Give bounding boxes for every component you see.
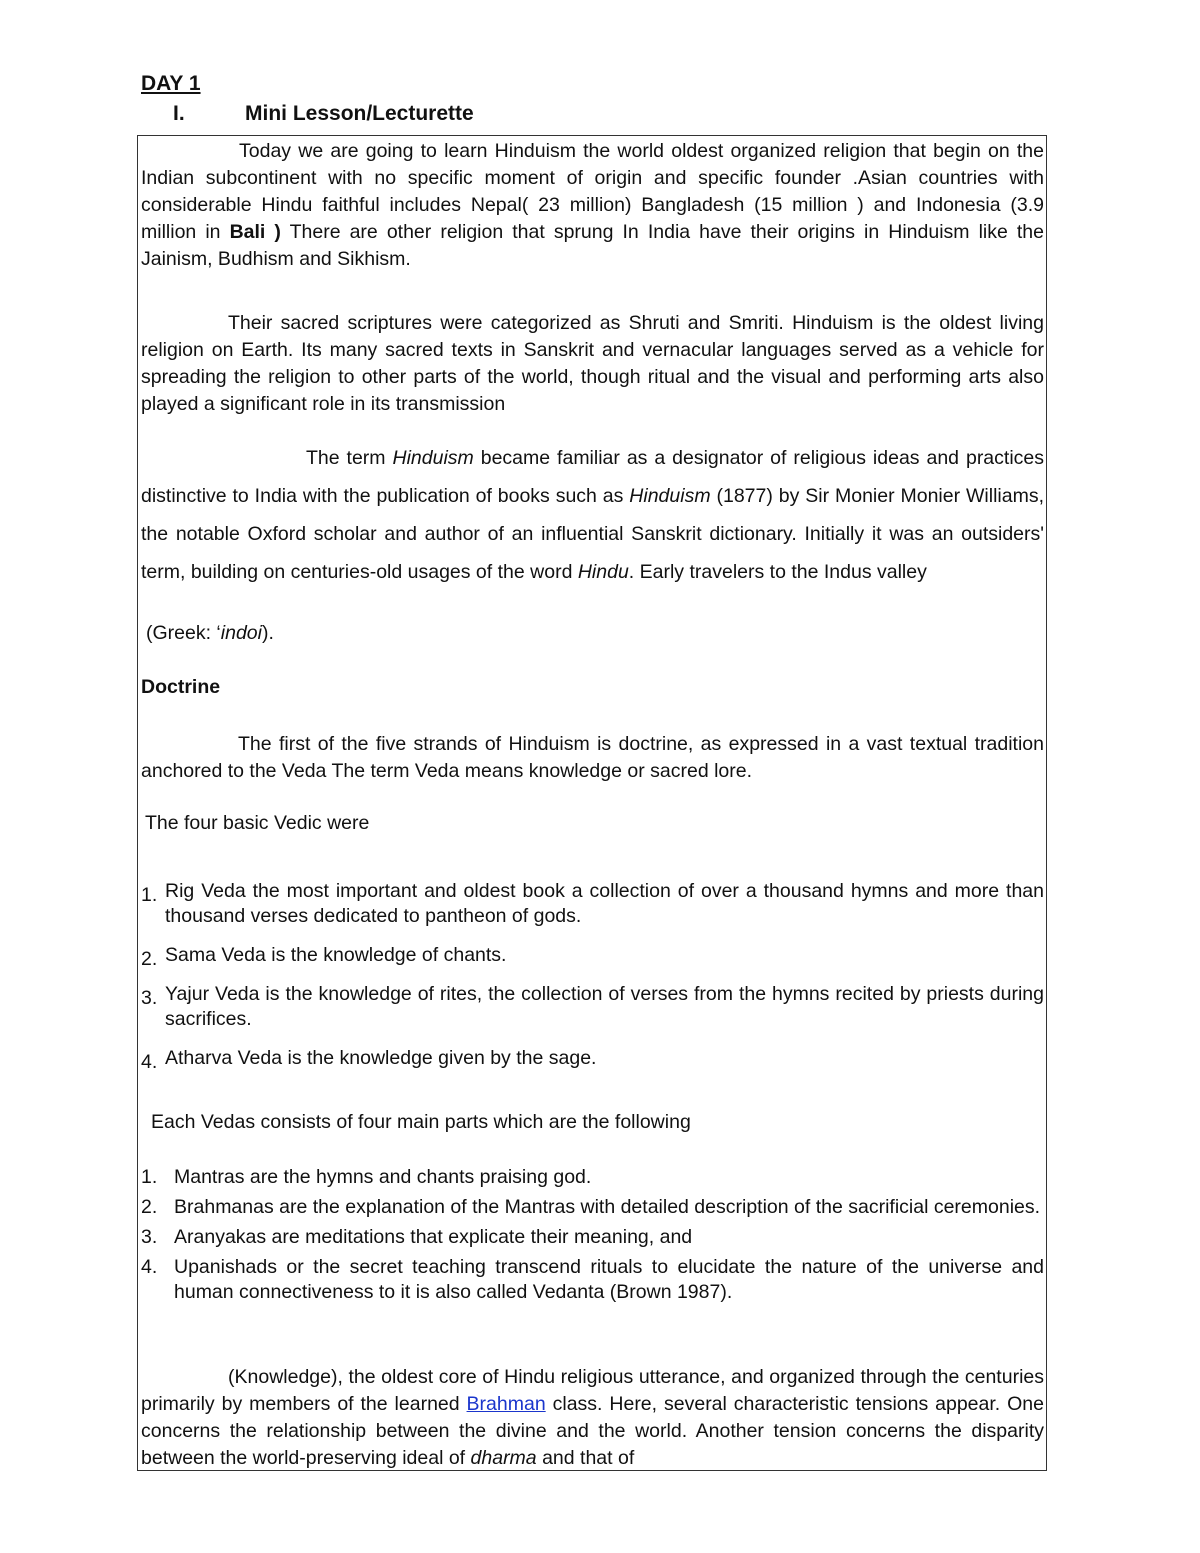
list-item-number: 3. xyxy=(141,1226,158,1248)
vedic-intro: The four basic Vedic were xyxy=(145,812,370,834)
greek-note xyxy=(146,620,274,647)
section-title: Mini Lesson/Lecturette xyxy=(245,102,474,125)
intro-paragraph xyxy=(141,138,1044,273)
list-item xyxy=(141,1165,1044,1190)
term-text-a: The term xyxy=(306,447,386,469)
list-item-text: Atharva Veda is the knowledge given by the sage. xyxy=(165,1047,597,1069)
hinduism-term-paragraph xyxy=(141,439,1044,591)
list-item xyxy=(141,1225,1044,1250)
list-item-number: 2. xyxy=(141,1196,158,1218)
list-item-text: Aranyakas are meditations that explicate their meaning, and xyxy=(174,1226,693,1248)
term-text-d: . Early travelers to the Indus valley xyxy=(628,561,927,583)
intro-bold-text: Bali ) xyxy=(229,221,281,243)
parts-intro: Each Vedas consists of four main parts which are the following xyxy=(151,1111,691,1133)
list-item xyxy=(141,1195,1044,1220)
list-item xyxy=(141,1255,1044,1305)
list-item-text: Upanishads or the secret teaching transcend rituals to elucidate the nature of the universe and human connectiveness to it is also called Vedanta (Brown 1987). xyxy=(174,1256,1044,1303)
doctrine-text: The first of the five strands of Hinduism is doctrine, as expressed in a vast textual tradition anchored to the Veda The term Veda means knowledge or sacred lore. xyxy=(141,733,1044,782)
section-number: I. xyxy=(173,102,185,125)
lesson-box xyxy=(137,135,1047,1471)
doctrine-heading: Doctrine xyxy=(141,676,221,698)
term-text-b: became familiar as a designator of religious ideas and practices distinctive to India with the publication of books such as xyxy=(141,447,1044,507)
scriptures-paragraph xyxy=(141,310,1044,418)
list-item xyxy=(141,943,1044,968)
knowledge-italic: dharma xyxy=(470,1447,537,1469)
greek-text: (Greek: ‘ xyxy=(146,622,221,644)
list-item-number: 4. xyxy=(141,1256,158,1278)
knowledge-text-b: class. Here, several characteristic tensions appear. One concerns the relationship between the divine and the world. Another tension concerns the disparity between the world-preserving ideal of xyxy=(141,1393,1044,1469)
day-title: DAY 1 xyxy=(141,72,201,95)
term-italic-2: Hinduism xyxy=(629,485,711,507)
list-item-number: 2. xyxy=(141,948,158,970)
list-item-number: 1. xyxy=(141,884,158,906)
knowledge-text-c: and that of xyxy=(542,1447,635,1469)
section-heading xyxy=(173,100,474,128)
brahman-link[interactable]: Brahman xyxy=(466,1393,546,1415)
intro-text-end: There are other religion that sprung In India have their origins in Hinduism like the Jainism, Budhism and Sikhism. xyxy=(141,221,1044,270)
parts-list xyxy=(141,1165,1044,1310)
scriptures-text: Their sacred scriptures were categorized as Shruti and Smriti. Hinduism is the oldest living religion on Earth. Its many sacred texts in Sanskrit and vernacular languages served as a vehicle for spreading the religion to other parts of the world, though ritual and the visual and performing arts also played a significant role in its transmission xyxy=(141,312,1044,415)
knowledge-paragraph xyxy=(141,1364,1044,1471)
term-italic-1: Hinduism xyxy=(392,447,474,469)
list-item-text: Mantras are the hymns and chants praising god. xyxy=(174,1166,592,1188)
list-item-number: 1. xyxy=(141,1166,158,1188)
vedas-list xyxy=(141,879,1044,1085)
list-item-number: 3. xyxy=(141,987,158,1009)
term-text-c: (1877) by Sir Monier Monier Williams, the notable Oxford scholar and author of an influential Sanskrit dictionary. Initially it was an outsiders' term, building on centuries-old usages of the word xyxy=(141,485,1044,583)
greek-italic: indoi xyxy=(220,622,262,644)
list-item-text: Yajur Veda is the knowledge of rites, the collection of verses from the hymns recited by priests during sacrifices. xyxy=(165,983,1044,1030)
term-italic-3: Hindu xyxy=(577,561,629,583)
list-item-text: Brahmanas are the explanation of the Mantras with detailed description of the sacrificial ceremonies. xyxy=(174,1196,1041,1218)
list-item xyxy=(141,879,1044,929)
doctrine-paragraph xyxy=(141,731,1044,785)
knowledge-text-a: (Knowledge), the oldest core of Hindu religious utterance, and organized through the centuries primarily by members of the learned xyxy=(141,1366,1044,1415)
list-item-number: 4. xyxy=(141,1051,158,1073)
intro-text: Today we are going to learn Hinduism the world oldest organized religion that begin on the Indian subcontinent with no specific moment of origin and specific founder .Asian countries with considerable Hindu faithful includes Nepal( 23 million) Bangladesh (15 million ) and Indonesia (3.9 million in xyxy=(141,140,1044,243)
list-item-text: Rig Veda the most important and oldest book a collection of over a thousand hymns and more than thousand verses dedicated to pantheon of gods. xyxy=(165,880,1044,927)
list-item xyxy=(141,1046,1044,1071)
list-item xyxy=(141,982,1044,1032)
list-item-text: Sama Veda is the knowledge of chants. xyxy=(165,944,507,966)
greek-text-end: ). xyxy=(261,622,274,644)
